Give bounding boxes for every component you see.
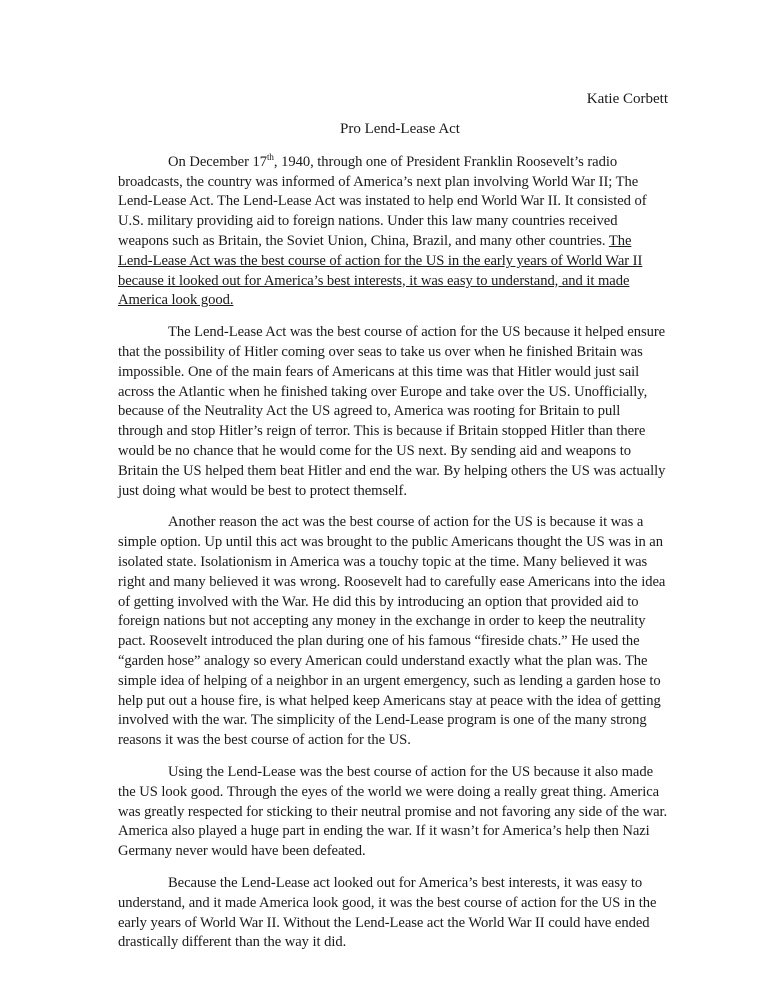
intro-text-start: On December 17 xyxy=(168,153,267,170)
author-name: Katie Corbett xyxy=(586,91,668,107)
paragraph-simple-option: Another reason the act was the best course of action for the US is because it was a simple option. Up until this act was brought to the public Americans thought the US was in an isolated state. Isolationism in America was a touchy topic at the time. Many believed it was right and many believed it was wrong. Roosevelt had to carefully ease Americans into the idea of getting involved with the War. He did this by introducing an option that provided aid to foreign nations but not accepting any money in the exchange in order to keep the neutrality pact. Roosevelt introduced the plan during one of his famous “fireside chats.” He used the “garden hose” analogy so every American could understand exactly what the plan was. The simple idea of helping of a neighbor in an urgent emergency, such as lending a garden hose to help put out a house fire, is what helped keep Americans stay at peace with the idea of getting involved with the war. The simplicity of the Lend-Lease program is one of the many strong reasons it was the best course of action for the US. xyxy=(118,514,666,749)
date-ordinal-suffix: th xyxy=(266,152,274,162)
intro-text: , 1940, through one of President Franklin Roosevelt’s radio broadcasts, the country was informed of America’s next plan involving World War II; The Lend-Lease Act. The Lend-Lease Act was instated to help end World War II. It consisted of U.S. military providing aid to foreign nations. Under this law many countries received weapons such as Britain, the Soviet Union, China, Brazil, and many other countries. xyxy=(118,153,647,250)
document-title: Pro Lend-Lease Act xyxy=(340,121,460,137)
paragraph-conclusion: Because the Lend-Lease act looked out for America’s best interests, it was easy to understand, and it made America look good, it was the best course of action for the US in the early years of World War II. Without the Lend-Lease act the World War II could have ended drastically different than the way it did. xyxy=(118,874,657,951)
paragraph-intro xyxy=(118,148,668,311)
paragraph-look-good: Using the Lend-Lease was the best course of action for the US because it also made the US look good. Through the eyes of the world we were doing a really great thing. America was greatly respected for sticking to their neutral promise and not favoring any side of the war. America also played a huge part in ending the war. If it wasn’t for America’s help then Nazi Germany never would have been defeated. xyxy=(118,763,668,860)
paragraph-best-interests: The Lend-Lease Act was the best course of action for the US because it helped ensure that the possibility of Hitler coming over seas to take us over when he finished Britain was impossible. One of the main fears of Americans at this time was that Hitler would just sail across the Atlantic when he finished taking over Europe and take over the US. Unofficially, because of the Neutrality Act the US agreed to, America was rooting for Britain to pull through and stop Hitler’s reign of terror. This is because if Britain stopped Hitler than there would be no chance that he would come for the US next. By sending aid and weapons to Britain the US helped them beat Hitler and end the war. By helping others the US was actually just doing what would be best to protect themself. xyxy=(118,324,666,499)
thesis-statement: The Lend-Lease Act was the best course of action for the US in the early years of World War II because it looked out for America’s best interests, it was easy to understand, and it made America look good. xyxy=(118,233,643,309)
